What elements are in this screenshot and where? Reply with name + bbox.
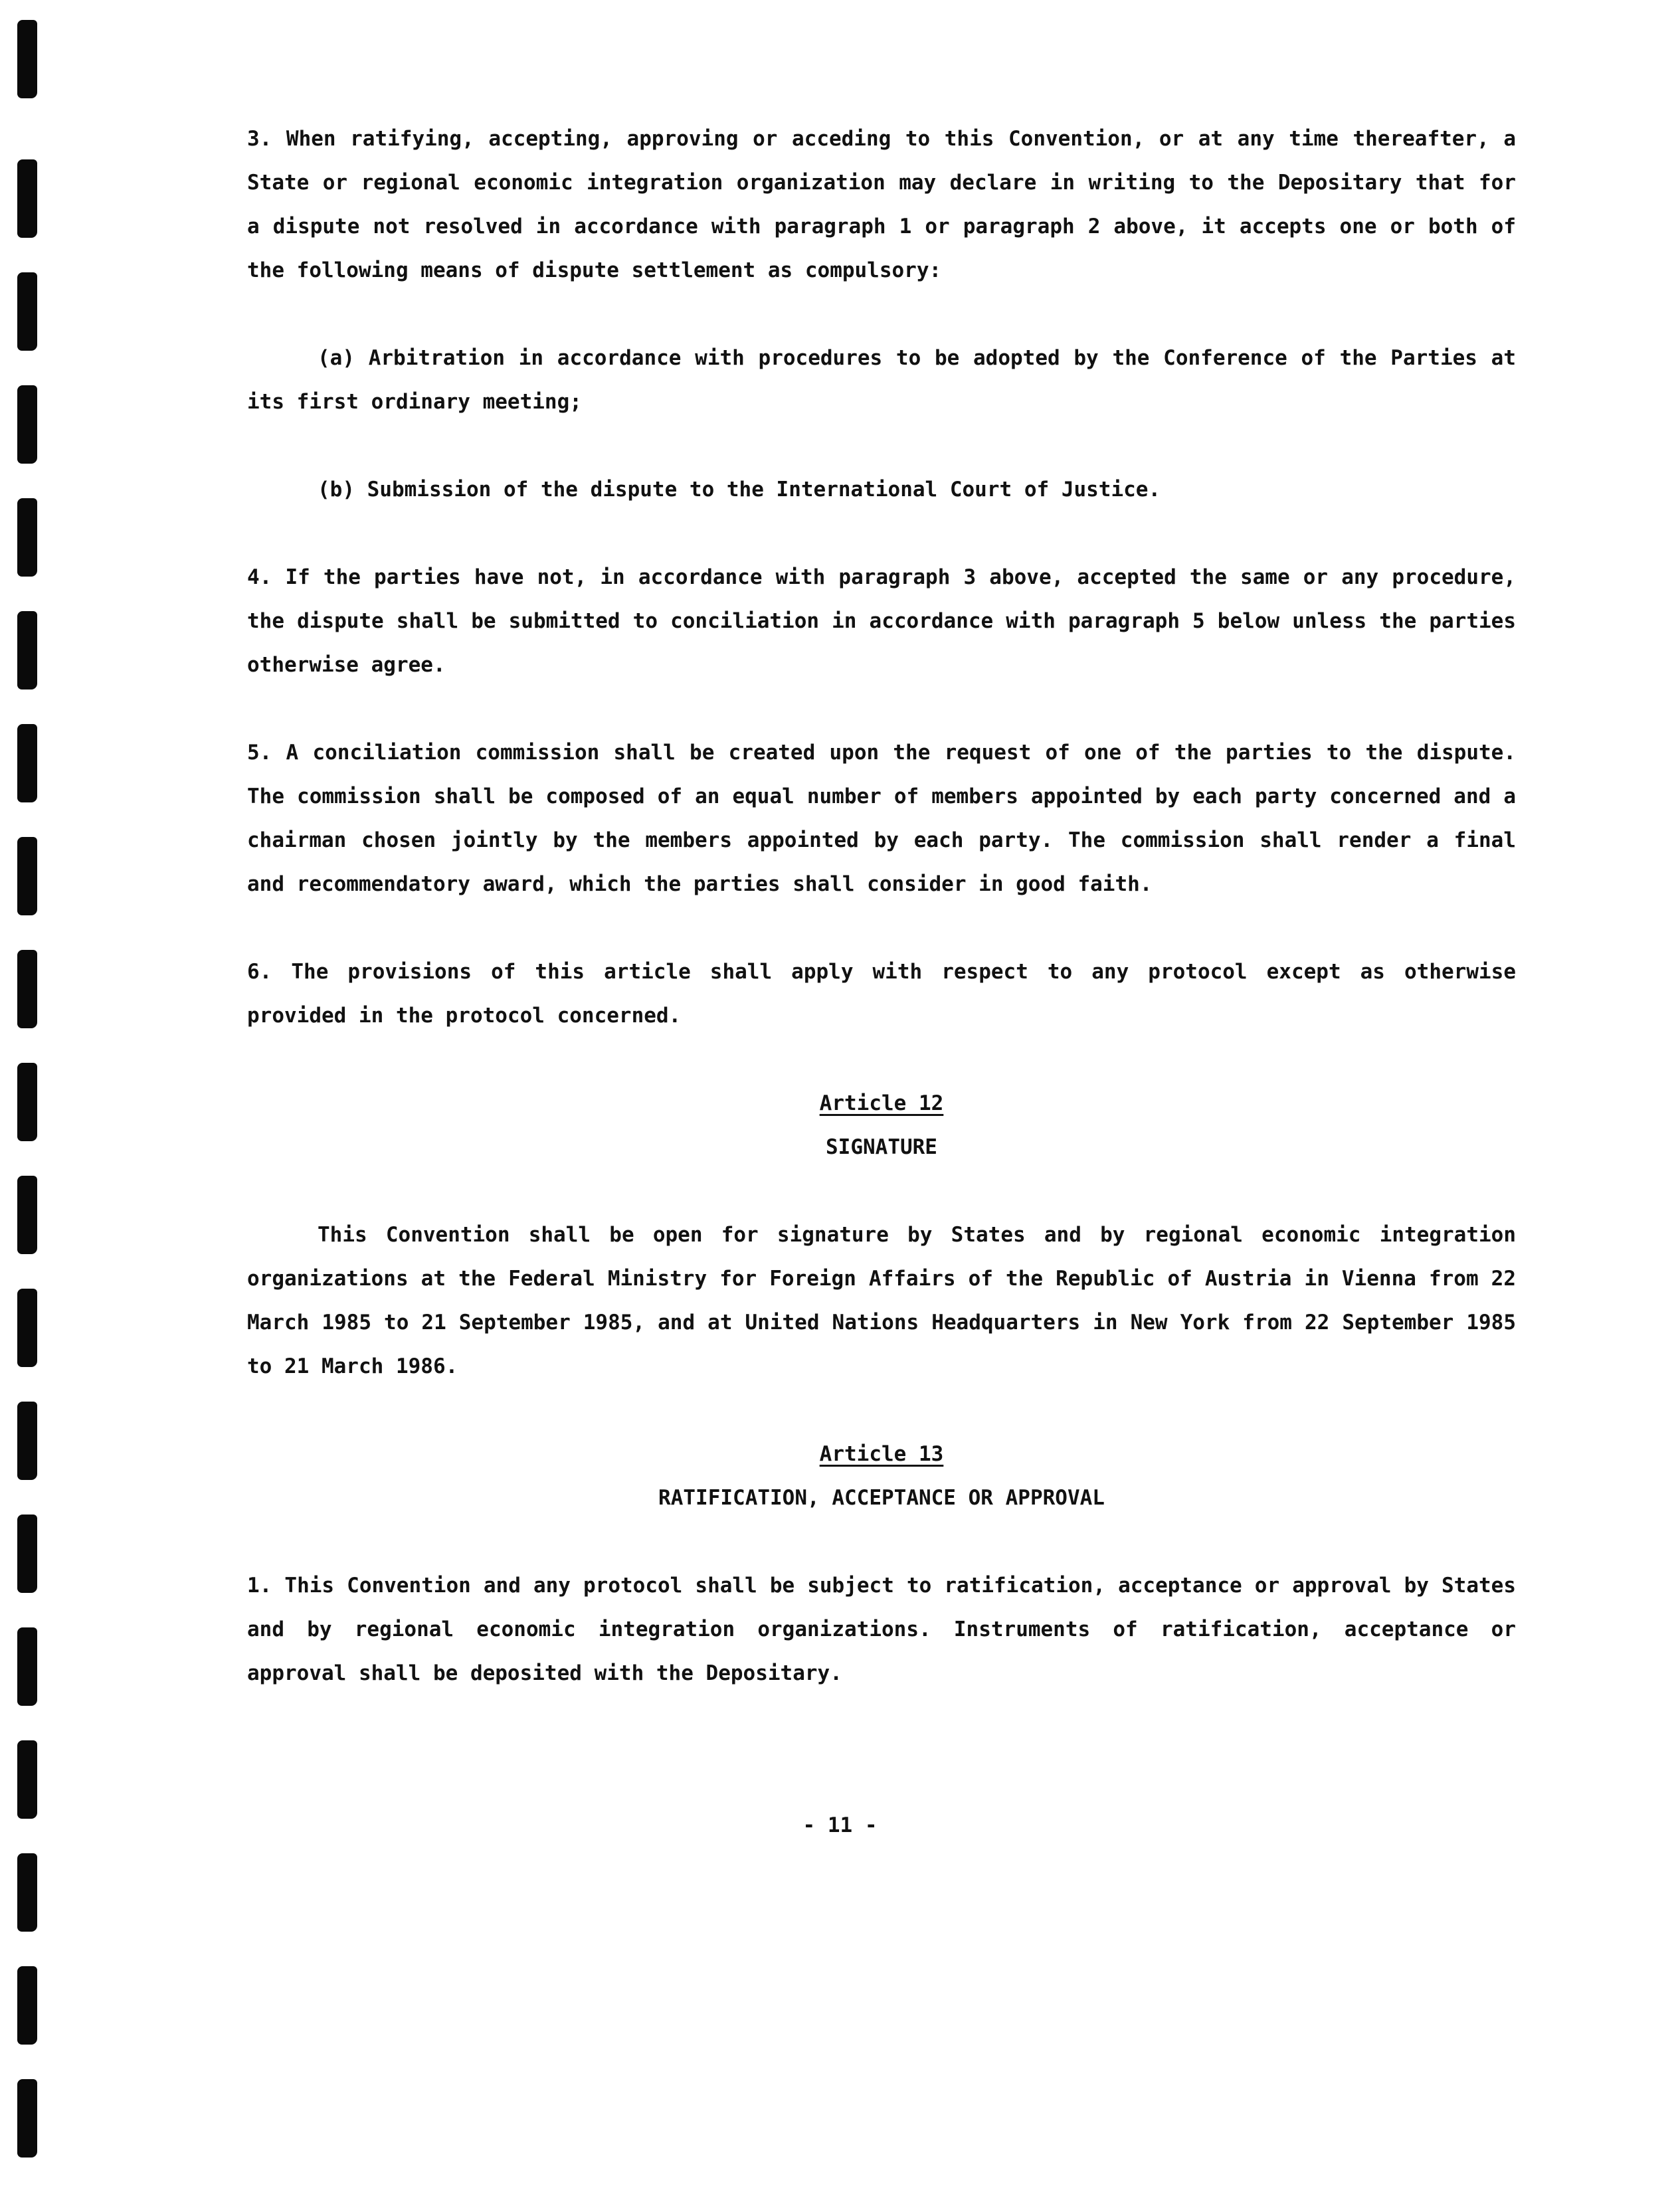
paragraph-4: 4. If the parties have not, in accordance with paragraph 3 above, accepted the same or any procedure, the dispute shall be submitted to conciliation in accordance with paragraph 5 below unless the parties otherwise agree. [247, 565, 1516, 677]
paragraph-6: 6. The provisions of this article shall apply with respect to any protocol except as otherwise provided in the protocol concerned. [247, 960, 1516, 1028]
punch-hole-mark [17, 950, 37, 1028]
punch-hole-mark [17, 611, 37, 689]
punch-hole-mark [17, 837, 37, 915]
article-13-paragraph-1: 1. This Convention and any protocol shall be subject to ratification, acceptance or approval by States and by regional economic integration organizations. Instruments of ratification, acceptance or approval shall be deposited with the Depositary. [247, 1574, 1516, 1685]
article-12-heading [247, 1081, 1516, 1169]
punch-hole-mark [17, 1063, 37, 1141]
article-12-title: SIGNATURE [826, 1135, 937, 1159]
punch-hole-mark [17, 724, 37, 802]
paragraph-3b: (b) Submission of the dispute to the International Court of Justice. [318, 478, 1161, 502]
punch-hole-mark [17, 1515, 37, 1593]
document-body [247, 117, 1516, 1739]
article-12-body: This Convention shall be open for signature by States and by regional economic integration organizations at the Federal Ministry for Foreign Affairs of the Republic of Austria in Vienna from 22 March 1985 to 21 September 1985, and at United Nations Headquarters in New York from 22 September 1985 to 21 March 1986. [247, 1223, 1516, 1378]
paragraph-5: 5. A conciliation commission shall be created upon the request of one of the parties to the dispute. The commission shall be composed of an equal number of members appointed by each party concerned and a chairman chosen jointly by the members appointed by each party. The commission shall render a final and recommendatory award, which the parties shall consider in good faith. [247, 741, 1516, 896]
paragraph-3a: (a) Arbitration in accordance with procedures to be adopted by the Conference of the Parties at its first ordinary meeting; [247, 346, 1516, 414]
punch-hole-mark [17, 1853, 37, 1932]
punch-hole-strip [17, 0, 44, 2206]
punch-hole-mark [17, 385, 37, 464]
article-13-heading [247, 1432, 1516, 1520]
paragraph-3: 3. When ratifying, accepting, approving or acceding to this Convention, or at any time thereafter, a State or regional economic integration organization may declare in writing to the Depositary that for a dispute not resolved in accordance with paragraph 1 or paragraph 2 above, it accepts one or both of the following means of dispute settlement as compulsory: [247, 127, 1516, 282]
punch-hole-mark [17, 159, 37, 238]
article-13-title: RATIFICATION, ACCEPTANCE OR APPROVAL [658, 1486, 1105, 1510]
punch-hole-mark [17, 1176, 37, 1254]
punch-hole-mark [17, 498, 37, 577]
punch-hole-mark [17, 1627, 37, 1706]
punch-hole-mark [17, 20, 37, 98]
punch-hole-mark [17, 1402, 37, 1480]
punch-hole-mark [17, 1740, 37, 1819]
punch-hole-mark [17, 2079, 37, 2158]
punch-hole-mark [17, 1289, 37, 1367]
punch-hole-mark [17, 1966, 37, 2045]
punch-hole-mark [17, 272, 37, 351]
article-13-number: Article 13 [819, 1442, 944, 1466]
article-12-number: Article 12 [819, 1091, 944, 1115]
page-number: - 11 - [802, 1813, 878, 1837]
